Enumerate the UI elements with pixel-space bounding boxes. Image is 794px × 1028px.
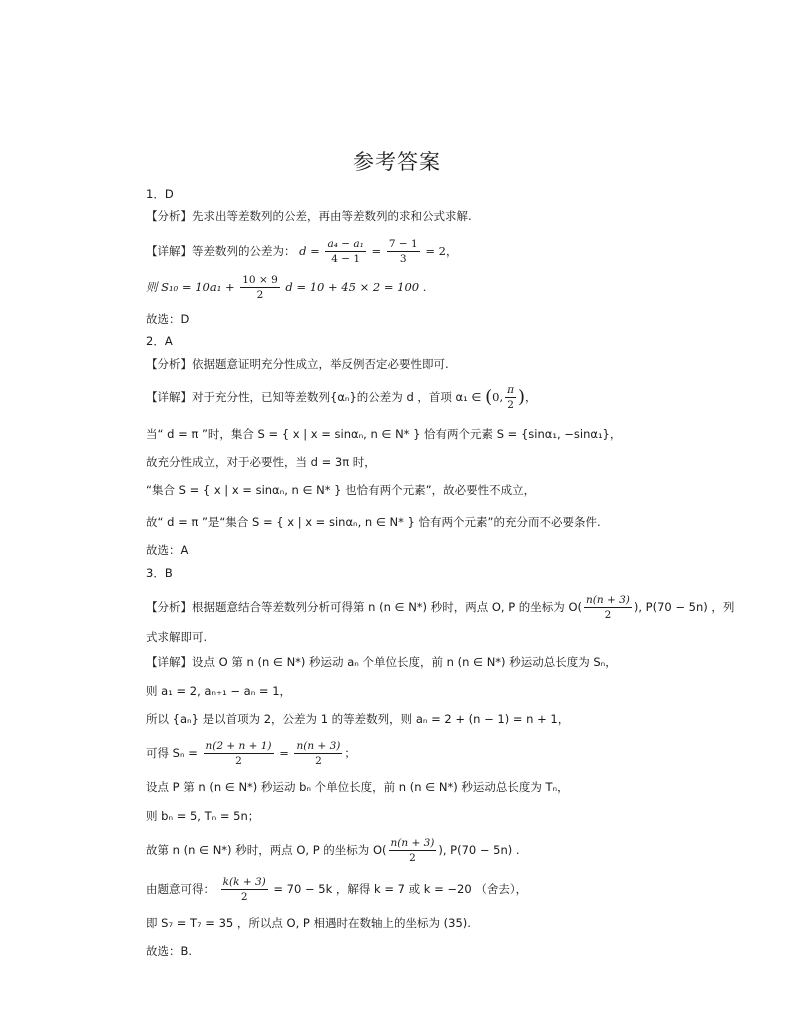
q3-detail-h xyxy=(146,873,746,905)
q3-answer: 故选：B. xyxy=(146,944,193,958)
q1-detail-prefix: 【详解】等差数列的公差为： xyxy=(146,244,296,258)
q3-detail-a: 【详解】设点 O 第 n (n ∈ N*) 秒运动 aₙ 个单位长度，前 n (n ∈ N*) 秒运动总长度为 Sₙ， xyxy=(146,655,617,669)
q3-detail-d-eq: = xyxy=(279,746,289,760)
q2-line-e: 故“ d = π ”是“集合 S = { x | x = sinαₙ, n ∈ N* } 恰有两个元素”的充分而不必要条件. xyxy=(146,515,601,529)
q3-detail-g-frac xyxy=(389,837,437,864)
q1-frac2-num: 7 − 1 xyxy=(388,238,418,250)
q2-interval-close: ) xyxy=(518,386,526,408)
q1-answer: 故选：D xyxy=(146,312,190,326)
q3-analysis-frac-den: 2 xyxy=(604,609,612,621)
q3-detail-e: 设点 P 第 n (n ∈ N*) 秒运动 bₙ 个单位长度，前 n (n ∈ N*) 秒运动总长度为 Tₙ， xyxy=(146,780,569,794)
q1-sum-frac-num: 10 × 9 xyxy=(242,274,278,286)
q3-detail-d-prefix: 可得 Sₙ = xyxy=(146,746,198,760)
q2-interval-frac xyxy=(505,384,516,411)
q3-detail-d-frac1 xyxy=(204,740,274,767)
q2-number: 2．A xyxy=(146,334,173,348)
q3-detail-i: 即 S₇ = T₇ = 35 ，所以点 O, P 相遇时在数轴上的坐标为 (35). xyxy=(146,916,471,930)
q3-detail-b: 则 a₁ = 2, aₙ₊₁ − aₙ = 1， xyxy=(146,684,292,698)
q1-frac1 xyxy=(325,238,365,265)
q3-detail-d-end: ； xyxy=(344,746,356,760)
q2-line-d: “集合 S = { x | x = sinαₙ, n ∈ N* } 也恰有两个元素”，故必要性不成立， xyxy=(146,483,536,497)
q1-sum-suffix: d = 10 + 45 × 2 = 100 . xyxy=(285,280,427,294)
q3-detail-g-suffix: ), P(70 − 5n) . xyxy=(438,843,520,857)
q3-analysis-frac xyxy=(584,594,632,621)
q3-analysis xyxy=(146,590,746,624)
q3-detail-g-frac-num: n(n + 3) xyxy=(390,837,435,849)
q2-interval-frac-den: 2 xyxy=(507,399,514,411)
q2-interval-open: ( xyxy=(485,386,493,408)
q2-interval-left: 0, xyxy=(492,390,504,404)
q2-detail-a xyxy=(146,382,746,412)
q1-frac1-num: a₄ − a₁ xyxy=(327,238,364,250)
q2-line-b: 当“ d = π ”时，集合 S = { x | x = sinαₙ, n ∈ N* } 恰有两个元素 S = {sinα₁, −sinα₁}， xyxy=(146,427,622,441)
q1-frac2 xyxy=(387,238,420,265)
q2-analysis: 【分析】依据题意证明充分性成立，举反例否定必要性即可. xyxy=(146,357,449,371)
q1-detail: 【详解】等差数列的公差为： d = $\frac{\text{a₄ − a₁}}{4 - 1}$ = $\frac{7 - 1}{3}$ = 2， xyxy=(146,238,458,265)
q3-analysis-frac-num: n(n + 3) xyxy=(586,594,630,606)
q3-detail-h-frac-num: k(k + 3) xyxy=(222,876,266,888)
q2-detail-a-text: 【详解】对于充分性，已知等差数列{αₙ}的公差为 d ，首项 α₁ ∈ xyxy=(146,390,482,404)
q3-detail-g-frac-den: 2 xyxy=(409,852,416,864)
q3-detail-c: 所以 {aₙ} 是以首项为 2，公差为 1 的等差数列，则 aₙ = 2 + (n − 1) = n + 1， xyxy=(146,712,570,726)
q3-detail-h-suffix: = 70 − 5k ，解得 k = 7 或 k = −20 （舍去）， xyxy=(273,882,528,896)
q3-detail-d xyxy=(146,737,746,769)
q2-answer: 故选：A xyxy=(146,543,189,557)
q3-analysis-c: 式求解即可. xyxy=(146,630,208,644)
q1-sum-prefix: 则 S₁₀ = 10a₁ + xyxy=(146,280,235,294)
page-title: 参考答案 xyxy=(353,150,441,174)
q3-detail-g xyxy=(146,833,746,867)
q2-interval-frac-num: π xyxy=(507,384,515,396)
q3-detail-d-frac1-num: n(2 + n + 1) xyxy=(205,740,272,752)
q1-number: 1．D xyxy=(146,187,174,201)
q1-detail-lhs: d = xyxy=(299,244,320,258)
q1-analysis: 【分析】先求出等差数列的公差，再由等差数列的求和公式求解. xyxy=(146,209,472,223)
q1-sum-line xyxy=(146,272,746,302)
q3-detail-d-frac2-den: 2 xyxy=(315,755,322,767)
q3-detail-d-frac1-den: 2 xyxy=(235,755,242,767)
q3-detail-d-frac2-num: n(n + 3) xyxy=(296,740,341,752)
q3-detail-g-prefix: 故第 n (n ∈ N*) 秒时，两点 O, P 的坐标为 O( xyxy=(146,843,387,857)
q3-detail-h-frac-den: 2 xyxy=(240,891,248,903)
q3-detail-h-prefix: 由题意可得： xyxy=(146,882,215,896)
q3-analysis-b: ), P(70 − 5n) ，列 xyxy=(633,600,735,614)
q2-line-c: 故充分性成立，对于必要性，当 d = 3π 时， xyxy=(146,455,376,469)
q1-sum-frac-den: 2 xyxy=(256,289,264,301)
q1-frac2-den: 3 xyxy=(399,253,407,265)
q3-detail-h-frac xyxy=(221,876,268,903)
q3-detail-d-frac2 xyxy=(294,740,342,767)
q2-detail-a-end: ， xyxy=(525,390,537,404)
q3-detail-f: 则 bₙ = 5, Tₙ = 5n； xyxy=(146,809,260,823)
q1-sum-frac xyxy=(240,274,280,301)
q3-analysis-a: 【分析】根据题意结合等差数列分析可得第 n (n ∈ N*) 秒时，两点 O, P 的坐标为 O( xyxy=(146,600,582,614)
q1-frac1-den: 4 − 1 xyxy=(331,253,361,265)
q3-number: 3．B xyxy=(146,566,173,580)
q1-detail-result: = 2， xyxy=(425,244,458,258)
